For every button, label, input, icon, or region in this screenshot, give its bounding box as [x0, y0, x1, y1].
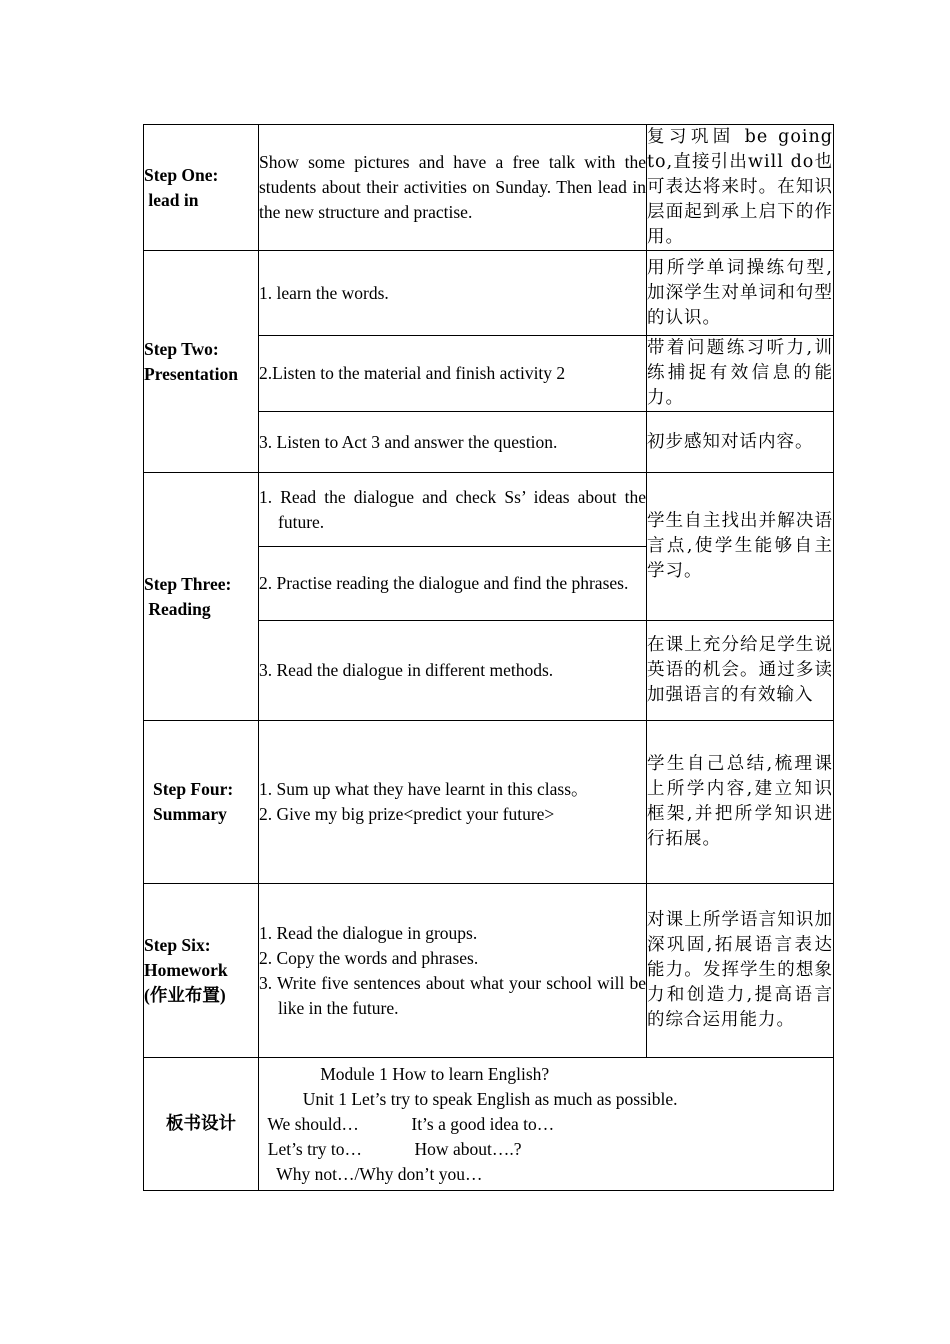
step-six-title-line3: (作业布置): [144, 985, 226, 1005]
step-six-title: [144, 884, 259, 1058]
step-four-note: 学生自己总结,梳理课上所学内容,建立知识框架,并把所学知识进行拓展。: [647, 721, 834, 884]
step-three-content-1-text: 1. Read the dialogue and check Ss’ ideas about the future.: [259, 486, 646, 532]
step-two-row-1: [144, 251, 834, 336]
step-three-content-2: 2. Practise reading the dialogue and find the phrases.: [259, 547, 647, 621]
step-four-title-line1: Step Four:: [153, 779, 234, 799]
step-four-line-1: 1. Sum up what they have learnt in this class。: [259, 779, 589, 799]
step-two-note-3: 初步感知对话内容。: [647, 412, 834, 473]
step-three-content-1: [259, 473, 647, 547]
step-two-title-line1: Step Two:: [144, 338, 219, 359]
step-three-merged-note: 学生自主找出并解决语言点,使学生能够自主学习。: [647, 473, 834, 621]
board-design-row: [144, 1058, 834, 1191]
step-four-row: [144, 721, 834, 884]
board-line-4: Let’s try to… How about….?: [259, 1138, 522, 1159]
step-three-content-3: 3. Read the dialogue in different methods.: [259, 621, 647, 721]
step-two-content-1: 1. learn the words.: [259, 251, 647, 336]
step-four-title: [144, 721, 259, 884]
lesson-plan-table: [143, 124, 834, 1191]
step-four-line-2: 2. Give my big prize<predict your future>: [259, 804, 555, 824]
step-one-content: Show some pictures and have a free talk with the students about their activities on Sunday. Then lead in the new structure and practise.: [259, 125, 647, 251]
board-design-content: [259, 1058, 834, 1191]
step-three-title: [144, 473, 259, 721]
step-six-note: 对课上所学语言知识加深巩固,拓展语言表达能力。发挥学生的想象力和创造力,提高语言的综合运用能力。: [647, 884, 834, 1058]
step-three-title-line1: Step Three:: [144, 573, 232, 594]
step-six-content: [259, 884, 647, 1058]
step-six-row: [144, 884, 834, 1058]
step-one-note: 复习巩固 be going to,直接引出will do也可表达将来时。在知识层面起到承上启下的作用。: [647, 125, 834, 251]
step-four-content: [259, 721, 647, 884]
board-line-2: Unit 1 Let’s try to speak English as much as possible.: [259, 1088, 678, 1109]
step-six-title-line2: Homework: [144, 960, 228, 980]
step-two-note-1: 用所学单词操练句型,加深学生对单词和句型的认识。: [647, 251, 834, 336]
step-one-title-line2: lead in: [144, 189, 199, 210]
board-line-3: We should… It’s a good idea to…: [259, 1113, 555, 1134]
step-three-row-1: [144, 473, 834, 547]
step-two-content-2: 2.Listen to the material and finish activity 2: [259, 336, 647, 412]
board-line-5: Why not…/Why don’t you…: [259, 1163, 483, 1184]
step-two-title: [144, 251, 259, 473]
step-six-title-line1: Step Six:: [144, 935, 211, 955]
step-one-title: [144, 125, 259, 251]
board-line-1: Module 1 How to learn English?: [259, 1063, 550, 1084]
step-four-title-line2: Summary: [153, 804, 227, 824]
step-three-title-line2: Reading: [144, 598, 211, 619]
step-two-title-line2: Presentation: [144, 363, 238, 384]
step-one-row: [144, 125, 834, 251]
homework-item-1: 1. Read the dialogue in groups.: [259, 922, 478, 943]
step-three-note-3: 在课上充分给足学生说英语的机会。通过多读加强语言的有效输入: [647, 621, 834, 721]
homework-item-2: 2. Copy the words and phrases.: [259, 947, 479, 968]
board-design-label: 板书设计: [144, 1058, 259, 1191]
step-two-content-3: 3. Listen to Act 3 and answer the question.: [259, 412, 647, 473]
homework-item-3: 3. Write five sentences about what your school will be like in the future.: [259, 972, 646, 1018]
step-one-title-line1: Step One:: [144, 164, 219, 185]
step-two-note-2: 带着问题练习听力,训练捕捉有效信息的能力。: [647, 336, 834, 412]
